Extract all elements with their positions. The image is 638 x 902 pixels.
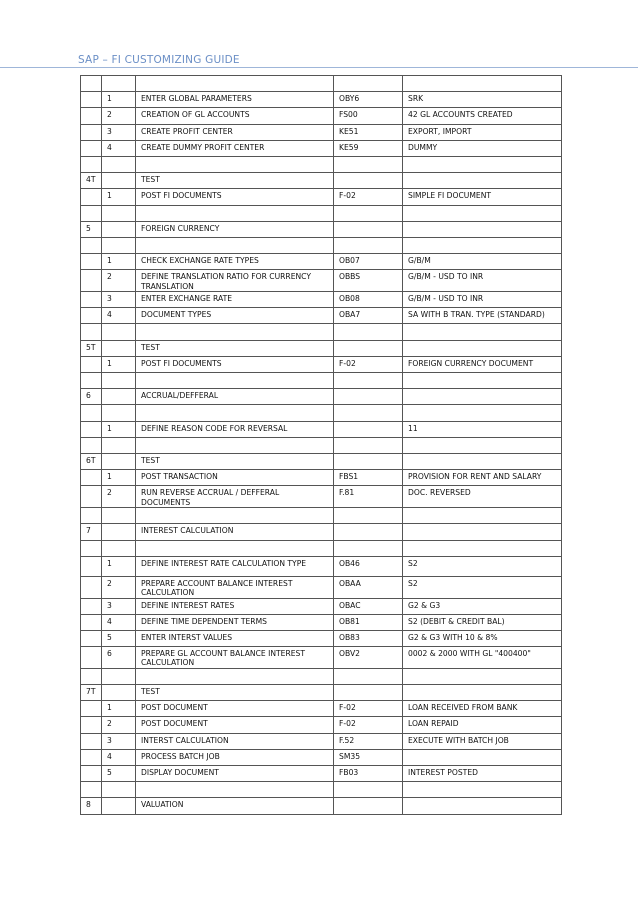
step-number-cell: 1 (102, 470, 136, 486)
step-number-cell: 1 (102, 356, 136, 372)
step-number-cell (102, 76, 136, 92)
step-number-cell: 4 (102, 749, 136, 765)
remark-cell: PROVISION FOR RENT AND SALARY (403, 470, 562, 486)
tcode-cell: OBV2 (334, 647, 403, 669)
tcode-cell: KE51 (334, 124, 403, 140)
table-row (81, 576, 562, 598)
tcode-cell (334, 340, 403, 356)
section-cell (81, 749, 102, 765)
step-number-cell (102, 782, 136, 798)
section-cell (81, 421, 102, 437)
tcode-cell (334, 782, 403, 798)
table-row (81, 140, 562, 156)
section-cell (81, 356, 102, 372)
step-number-cell (102, 340, 136, 356)
step-number-cell (102, 798, 136, 814)
tcode-cell (334, 421, 403, 437)
section-cell (81, 437, 102, 453)
remark-cell (403, 373, 562, 389)
tcode-cell: OB81 (334, 614, 403, 630)
remark-cell: G/B/M - USD TO INR (403, 292, 562, 308)
section-cell (81, 140, 102, 156)
step-number-cell (102, 324, 136, 340)
description-cell: TEST (136, 453, 334, 469)
description-cell: DISPLAY DOCUMENT (136, 766, 334, 782)
remark-cell (403, 798, 562, 814)
remark-cell (403, 324, 562, 340)
description-cell: DEFINE TIME DEPENDENT TERMS (136, 614, 334, 630)
step-number-cell: 4 (102, 140, 136, 156)
table-row (81, 156, 562, 172)
description-cell: CHECK EXCHANGE RATE TYPES (136, 254, 334, 270)
section-cell (81, 556, 102, 576)
tcode-cell (334, 540, 403, 556)
step-number-cell: 1 (102, 254, 136, 270)
section-cell (81, 782, 102, 798)
tcode-cell (334, 237, 403, 253)
step-number-cell (102, 685, 136, 701)
section-cell (81, 373, 102, 389)
tcode-cell (334, 76, 403, 92)
remark-cell: LOAN RECEIVED FROM BANK (403, 701, 562, 717)
remark-cell: G2 & G3 (403, 598, 562, 614)
tcode-cell: OB07 (334, 254, 403, 270)
step-number-cell (102, 524, 136, 540)
step-number-cell (102, 668, 136, 684)
step-number-cell (102, 405, 136, 421)
table-row (81, 356, 562, 372)
tcode-cell: F-02 (334, 356, 403, 372)
tcode-cell (334, 453, 403, 469)
description-cell: PROCESS BATCH JOB (136, 749, 334, 765)
section-cell: 6T (81, 453, 102, 469)
description-cell: POST FI DOCUMENTS (136, 189, 334, 205)
table-row (81, 124, 562, 140)
tcode-cell: OBA7 (334, 308, 403, 324)
tcode-cell (334, 437, 403, 453)
section-cell (81, 189, 102, 205)
tcode-cell: F-02 (334, 717, 403, 733)
description-cell: RUN REVERSE ACCRUAL / DEFFERAL DOCUMENTS (136, 486, 334, 508)
tcode-cell (334, 324, 403, 340)
section-cell (81, 540, 102, 556)
table-row (81, 614, 562, 630)
table-row (81, 453, 562, 469)
tcode-cell (334, 373, 403, 389)
tcode-cell: F.81 (334, 486, 403, 508)
table-row (81, 437, 562, 453)
description-cell (136, 156, 334, 172)
description-cell (136, 508, 334, 524)
step-number-cell: 2 (102, 717, 136, 733)
section-cell (81, 717, 102, 733)
description-cell: PREPARE ACCOUNT BALANCE INTEREST CALCULATION (136, 576, 334, 598)
tcode-cell: F.52 (334, 733, 403, 749)
description-cell: POST DOCUMENT (136, 701, 334, 717)
step-number-cell: 5 (102, 766, 136, 782)
description-cell: TEST (136, 340, 334, 356)
description-cell (136, 237, 334, 253)
step-number-cell: 2 (102, 108, 136, 124)
tcode-cell (334, 221, 403, 237)
step-number-cell: 1 (102, 92, 136, 108)
remark-cell: FOREIGN CURRENCY DOCUMENT (403, 356, 562, 372)
table-row (81, 405, 562, 421)
section-cell (81, 647, 102, 669)
table-row (81, 668, 562, 684)
remark-cell (403, 782, 562, 798)
step-number-cell: 2 (102, 576, 136, 598)
remark-cell: S2 (403, 576, 562, 598)
description-cell: PREPARE GL ACCOUNT BALANCE INTEREST CALCULATION (136, 647, 334, 669)
table-row (81, 421, 562, 437)
tcode-cell: FS00 (334, 108, 403, 124)
table-row (81, 205, 562, 221)
section-cell (81, 508, 102, 524)
remark-cell: EXPORT, IMPORT (403, 124, 562, 140)
remark-cell: 42 GL ACCOUNTS CREATED (403, 108, 562, 124)
step-number-cell (102, 237, 136, 253)
section-cell (81, 156, 102, 172)
step-number-cell: 1 (102, 421, 136, 437)
step-number-cell (102, 437, 136, 453)
table-row (81, 92, 562, 108)
description-cell: FOREIGN CURRENCY (136, 221, 334, 237)
section-cell: 7 (81, 524, 102, 540)
step-number-cell: 1 (102, 556, 136, 576)
step-number-cell (102, 508, 136, 524)
table-row (81, 598, 562, 614)
step-number-cell (102, 373, 136, 389)
remark-cell (403, 668, 562, 684)
description-cell: DEFINE TRANSLATION RATIO FOR CURRENCY TRANSLATION (136, 270, 334, 292)
remark-cell: 11 (403, 421, 562, 437)
remark-cell: DOC. REVERSED (403, 486, 562, 508)
step-number-cell (102, 156, 136, 172)
remark-cell: G/B/M (403, 254, 562, 270)
description-cell (136, 324, 334, 340)
table-row (81, 237, 562, 253)
section-cell (81, 598, 102, 614)
section-cell (81, 254, 102, 270)
table-row (81, 782, 562, 798)
step-number-cell: 1 (102, 701, 136, 717)
step-number-cell: 3 (102, 733, 136, 749)
table-row (81, 189, 562, 205)
table-row (81, 540, 562, 556)
section-cell (81, 324, 102, 340)
description-cell: ACCRUAL/DEFFERAL (136, 389, 334, 405)
section-cell: 7T (81, 685, 102, 701)
description-cell: POST TRANSACTION (136, 470, 334, 486)
remark-cell: LOAN REPAID (403, 717, 562, 733)
step-number-cell (102, 540, 136, 556)
tcode-cell (334, 205, 403, 221)
description-cell (136, 668, 334, 684)
description-cell: CREATION OF GL ACCOUNTS (136, 108, 334, 124)
table-row (81, 486, 562, 508)
section-cell (81, 292, 102, 308)
remark-cell: INTEREST POSTED (403, 766, 562, 782)
step-number-cell (102, 453, 136, 469)
section-cell (81, 576, 102, 598)
tcode-cell: OBBS (334, 270, 403, 292)
table-row (81, 173, 562, 189)
section-cell: 8 (81, 798, 102, 814)
description-cell: TEST (136, 173, 334, 189)
description-cell: ENTER EXCHANGE RATE (136, 292, 334, 308)
step-number-cell (102, 173, 136, 189)
remark-cell (403, 405, 562, 421)
table-row (81, 308, 562, 324)
table-row (81, 221, 562, 237)
section-cell: 6 (81, 389, 102, 405)
section-cell (81, 124, 102, 140)
section-cell (81, 92, 102, 108)
step-number-cell: 4 (102, 614, 136, 630)
remark-cell (403, 340, 562, 356)
tcode-cell: OB46 (334, 556, 403, 576)
section-cell (81, 108, 102, 124)
tcode-cell: KE59 (334, 140, 403, 156)
remark-cell (403, 221, 562, 237)
tcode-cell: OBAA (334, 576, 403, 598)
table-row (81, 389, 562, 405)
tcode-cell: FB03 (334, 766, 403, 782)
section-cell: 4T (81, 173, 102, 189)
remark-cell: S2 (DEBIT & CREDIT BAL) (403, 614, 562, 630)
tcode-cell (334, 524, 403, 540)
description-cell: ENTER INTERST VALUES (136, 630, 334, 646)
remark-cell (403, 524, 562, 540)
remark-cell: G/B/M - USD TO INR (403, 270, 562, 292)
remark-cell (403, 685, 562, 701)
step-number-cell: 4 (102, 308, 136, 324)
section-cell (81, 486, 102, 508)
tcode-cell (334, 405, 403, 421)
remark-cell: DUMMY (403, 140, 562, 156)
description-cell (136, 76, 334, 92)
table-row (81, 766, 562, 782)
step-number-cell (102, 205, 136, 221)
step-number-cell: 1 (102, 189, 136, 205)
description-cell: VALUATION (136, 798, 334, 814)
section-cell (81, 237, 102, 253)
description-cell (136, 205, 334, 221)
step-number-cell: 5 (102, 630, 136, 646)
table-row (81, 685, 562, 701)
tcode-cell: FBS1 (334, 470, 403, 486)
description-cell: DEFINE INTEREST RATES (136, 598, 334, 614)
description-cell: TEST (136, 685, 334, 701)
tcode-cell (334, 389, 403, 405)
remark-cell (403, 453, 562, 469)
step-number-cell (102, 221, 136, 237)
section-cell: 5T (81, 340, 102, 356)
section-cell (81, 701, 102, 717)
description-cell: DOCUMENT TYPES (136, 308, 334, 324)
description-cell: POST FI DOCUMENTS (136, 356, 334, 372)
description-cell: ENTER GLOBAL PARAMETERS (136, 92, 334, 108)
remark-cell: S2 (403, 556, 562, 576)
table-row (81, 733, 562, 749)
table-row (81, 340, 562, 356)
step-number-cell: 2 (102, 270, 136, 292)
table-row (81, 798, 562, 814)
section-cell (81, 405, 102, 421)
remark-cell (403, 437, 562, 453)
section-cell (81, 630, 102, 646)
section-cell (81, 205, 102, 221)
section-cell (81, 766, 102, 782)
remark-cell: SRK (403, 92, 562, 108)
table-row (81, 292, 562, 308)
tcode-cell: F-02 (334, 189, 403, 205)
table-row (81, 701, 562, 717)
section-cell (81, 733, 102, 749)
remark-cell: SA WITH B TRAN. TYPE (STANDARD) (403, 308, 562, 324)
remark-cell (403, 173, 562, 189)
description-cell: POST DOCUMENT (136, 717, 334, 733)
tcode-cell (334, 668, 403, 684)
table-row (81, 270, 562, 292)
customizing-table (80, 75, 562, 815)
description-cell (136, 405, 334, 421)
step-number-cell: 2 (102, 486, 136, 508)
description-cell: CREATE PROFIT CENTER (136, 124, 334, 140)
tcode-cell (334, 508, 403, 524)
description-cell: DEFINE REASON CODE FOR REVERSAL (136, 421, 334, 437)
tcode-cell: OBY6 (334, 92, 403, 108)
remark-cell (403, 749, 562, 765)
remark-cell: SIMPLE FI DOCUMENT (403, 189, 562, 205)
section-cell: 5 (81, 221, 102, 237)
table-row (81, 373, 562, 389)
step-number-cell (102, 389, 136, 405)
tcode-cell: OB83 (334, 630, 403, 646)
section-cell (81, 668, 102, 684)
section-cell (81, 270, 102, 292)
tcode-cell (334, 156, 403, 172)
table-row (81, 524, 562, 540)
header-divider (0, 67, 638, 68)
step-number-cell: 3 (102, 124, 136, 140)
remark-cell (403, 76, 562, 92)
table-row (81, 647, 562, 669)
table-row (81, 556, 562, 576)
description-cell (136, 540, 334, 556)
step-number-cell: 3 (102, 292, 136, 308)
table-row (81, 630, 562, 646)
remark-cell (403, 156, 562, 172)
table-row (81, 470, 562, 486)
remark-cell (403, 540, 562, 556)
section-cell (81, 308, 102, 324)
step-number-cell: 3 (102, 598, 136, 614)
section-cell (81, 76, 102, 92)
tcode-cell: SM35 (334, 749, 403, 765)
tcode-cell: OBAC (334, 598, 403, 614)
remark-cell: EXECUTE WITH BATCH JOB (403, 733, 562, 749)
description-cell (136, 782, 334, 798)
tcode-cell (334, 685, 403, 701)
tcode-cell: OB08 (334, 292, 403, 308)
step-number-cell: 6 (102, 647, 136, 669)
remark-cell (403, 237, 562, 253)
tcode-cell (334, 798, 403, 814)
remark-cell (403, 508, 562, 524)
table-row (81, 108, 562, 124)
remark-cell: G2 & G3 WITH 10 & 8% (403, 630, 562, 646)
tcode-cell: F-02 (334, 701, 403, 717)
page-header-title: SAP – FI CUSTOMIZING GUIDE (78, 54, 240, 66)
description-cell: DEFINE INTEREST RATE CALCULATION TYPE (136, 556, 334, 576)
section-cell (81, 614, 102, 630)
table-row (81, 508, 562, 524)
table-row (81, 76, 562, 92)
remark-cell: 0002 & 2000 WITH GL "400400" (403, 647, 562, 669)
table-row (81, 324, 562, 340)
description-cell: INTERST CALCULATION (136, 733, 334, 749)
description-cell (136, 437, 334, 453)
section-cell (81, 470, 102, 486)
description-cell: CREATE DUMMY PROFIT CENTER (136, 140, 334, 156)
table-row (81, 254, 562, 270)
table-row (81, 717, 562, 733)
table-row (81, 749, 562, 765)
remark-cell (403, 389, 562, 405)
tcode-cell (334, 173, 403, 189)
description-cell (136, 373, 334, 389)
remark-cell (403, 205, 562, 221)
description-cell: INTEREST CALCULATION (136, 524, 334, 540)
